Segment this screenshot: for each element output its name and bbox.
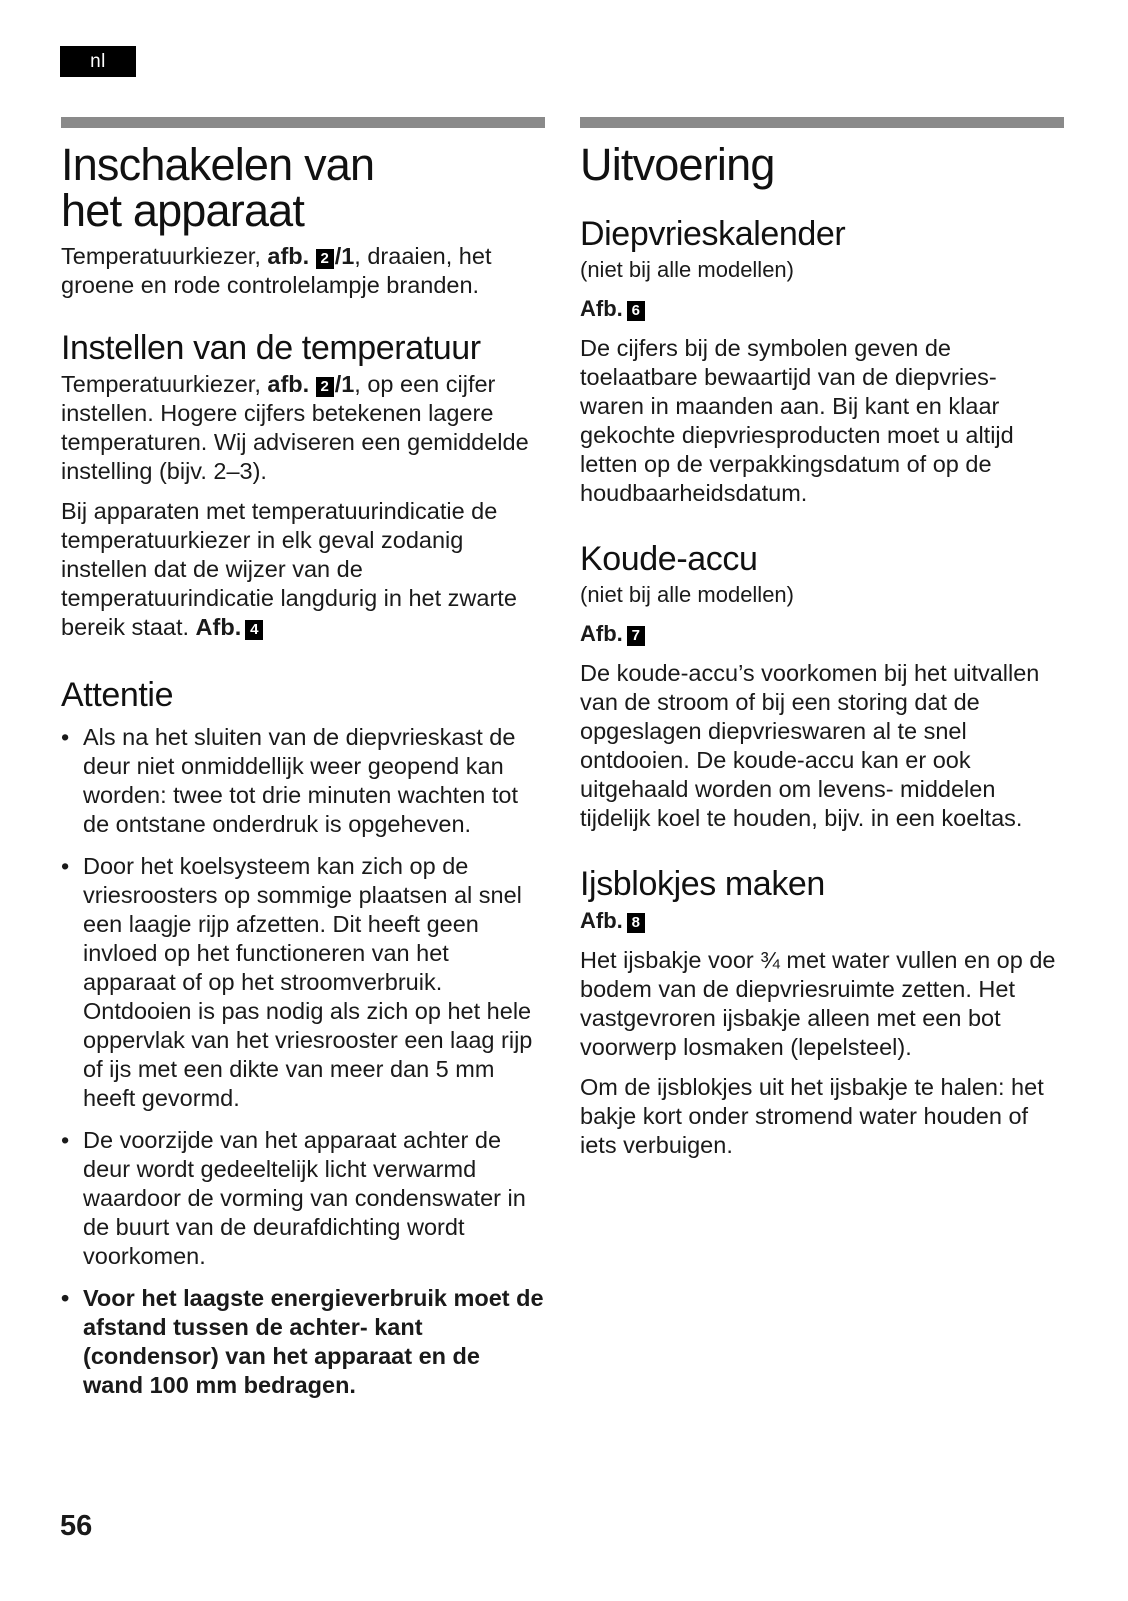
list-item: • Als na het sluiten van de diepvrieskast de deur niet onmiddellijk weer geopend kan worden: twee tot drie minuten wachten tot de ontstane onderdruk is opgeheven. xyxy=(61,723,545,839)
heading-freezer-calendar: Diepvrieskalender xyxy=(580,215,846,253)
section-rule xyxy=(61,117,545,128)
page-number: 56 xyxy=(60,1510,93,1542)
intro-paragraph: Temperatuurkiezer, afb. 2 /1, draaien, het groene en rode controlelampje branden. xyxy=(61,243,492,298)
list-item-energy-note: • Voor het laagste energieverbruik moet de afstand tussen de achter- kant (condensor) van het apparaat en de wand 100 mm bedragen. xyxy=(61,1284,545,1400)
calendar-paragraph: De cijfers bij de symbolen geven de toelaatbare bewaartijd van de diepvries- waren in maanden aan. Bij kant en klaar gekochte diepvriesproducten moet u altijd letten op de verpakkingsdatum of op de houdbaarheidsdatum. xyxy=(580,335,1014,506)
temperature-paragraph-2: Bij apparaten met temperatuurindicatie de temperatuurkiezer in elk geval zodanig instellen dat de wijzer van de temperatuurindicatie langdurig in het zwarte bereik staat. Afb. 4 xyxy=(61,498,517,640)
model-note: (niet bij alle modellen) xyxy=(580,582,794,607)
figure-ref: afb. xyxy=(267,243,310,269)
left-column xyxy=(61,117,545,1413)
language-tab: nl xyxy=(60,46,136,77)
heading-cold-pack: Koude-accu xyxy=(580,540,758,578)
title-line-2: het apparaat xyxy=(61,185,305,236)
temperature-paragraph-1: Temperatuurkiezer, afb. 2 /1, op een cijfer instellen. Hogere cijfers betekenen lagere temperaturen. Wij adviseren een gemiddelde instelling (bijv. 2–3). xyxy=(61,371,529,484)
section-title-features: Uitvoering xyxy=(580,139,775,190)
figure-reference-6: Afb. 6 xyxy=(580,294,1064,323)
attention-list xyxy=(61,723,545,1400)
figure-number-badge: 2 xyxy=(316,249,334,269)
figure-ref: afb. xyxy=(267,371,310,397)
figure-ref: Afb. xyxy=(195,614,242,640)
section-title-switch-on xyxy=(61,139,545,236)
figure-number-badge: 2 xyxy=(316,377,334,397)
figure-number-badge: 6 xyxy=(627,301,645,321)
figure-number-badge: 7 xyxy=(627,626,645,646)
title-line-1: Inschakelen van xyxy=(61,139,375,190)
list-item: • De voorzijde van het apparaat achter de deur wordt gedeeltelijk licht verwarmd waardoor de vorming van condenswater in de buurt van de deurafdichting wordt voorkomen. xyxy=(61,1126,545,1271)
heading-ice-cubes: Ijsblokjes maken xyxy=(580,865,825,903)
right-column xyxy=(580,117,1064,1171)
heading-attention: Attentie xyxy=(61,676,174,714)
ice-paragraph-1: Het ijsbakje voor ¾ met water vullen en op de bodem van de diepvriesruimte zetten. Het vastgevroren ijsbakje alleen met een bot voorwerp losmaken (lepelsteel). xyxy=(580,947,1056,1060)
section-rule xyxy=(580,117,1064,128)
figure-reference-8: Afb. 8 xyxy=(580,906,1064,935)
figure-number-badge: 4 xyxy=(245,620,263,640)
model-note: (niet bij alle modellen) xyxy=(580,257,794,282)
ice-paragraph-2: Om de ijsblokjes uit het ijsbakje te halen: het bakje kort onder stromend water houden of iets verbuigen. xyxy=(580,1074,1044,1158)
cold-pack-paragraph: De koude-accu’s voorkomen bij het uitvallen van de stroom of bij een storing dat de opgeslagen diepvrieswaren al te snel ontdooien. De koude-accu kan er ook uitgehaald worden om levens- middelen tijdelijk koel te houden, bijv. in een koeltas. xyxy=(580,660,1040,831)
figure-reference-7: Afb. 7 xyxy=(580,619,1064,648)
heading-temperature: Instellen van de temperatuur xyxy=(61,329,481,367)
figure-number-badge: 8 xyxy=(627,913,645,933)
list-item: • Door het koelsysteem kan zich op de vriesroosters op sommige plaatsen al snel een laagje rijp afzetten. Dit heeft geen invloed op het functioneren van het apparaat of op het stroomverbruik. Ontdooien is pas nodig als zich op het hele oppervlak van het vriesrooster een laag rijp of ijs met een dikte van meer dan 5 mm heeft gevormd. xyxy=(61,852,545,1113)
